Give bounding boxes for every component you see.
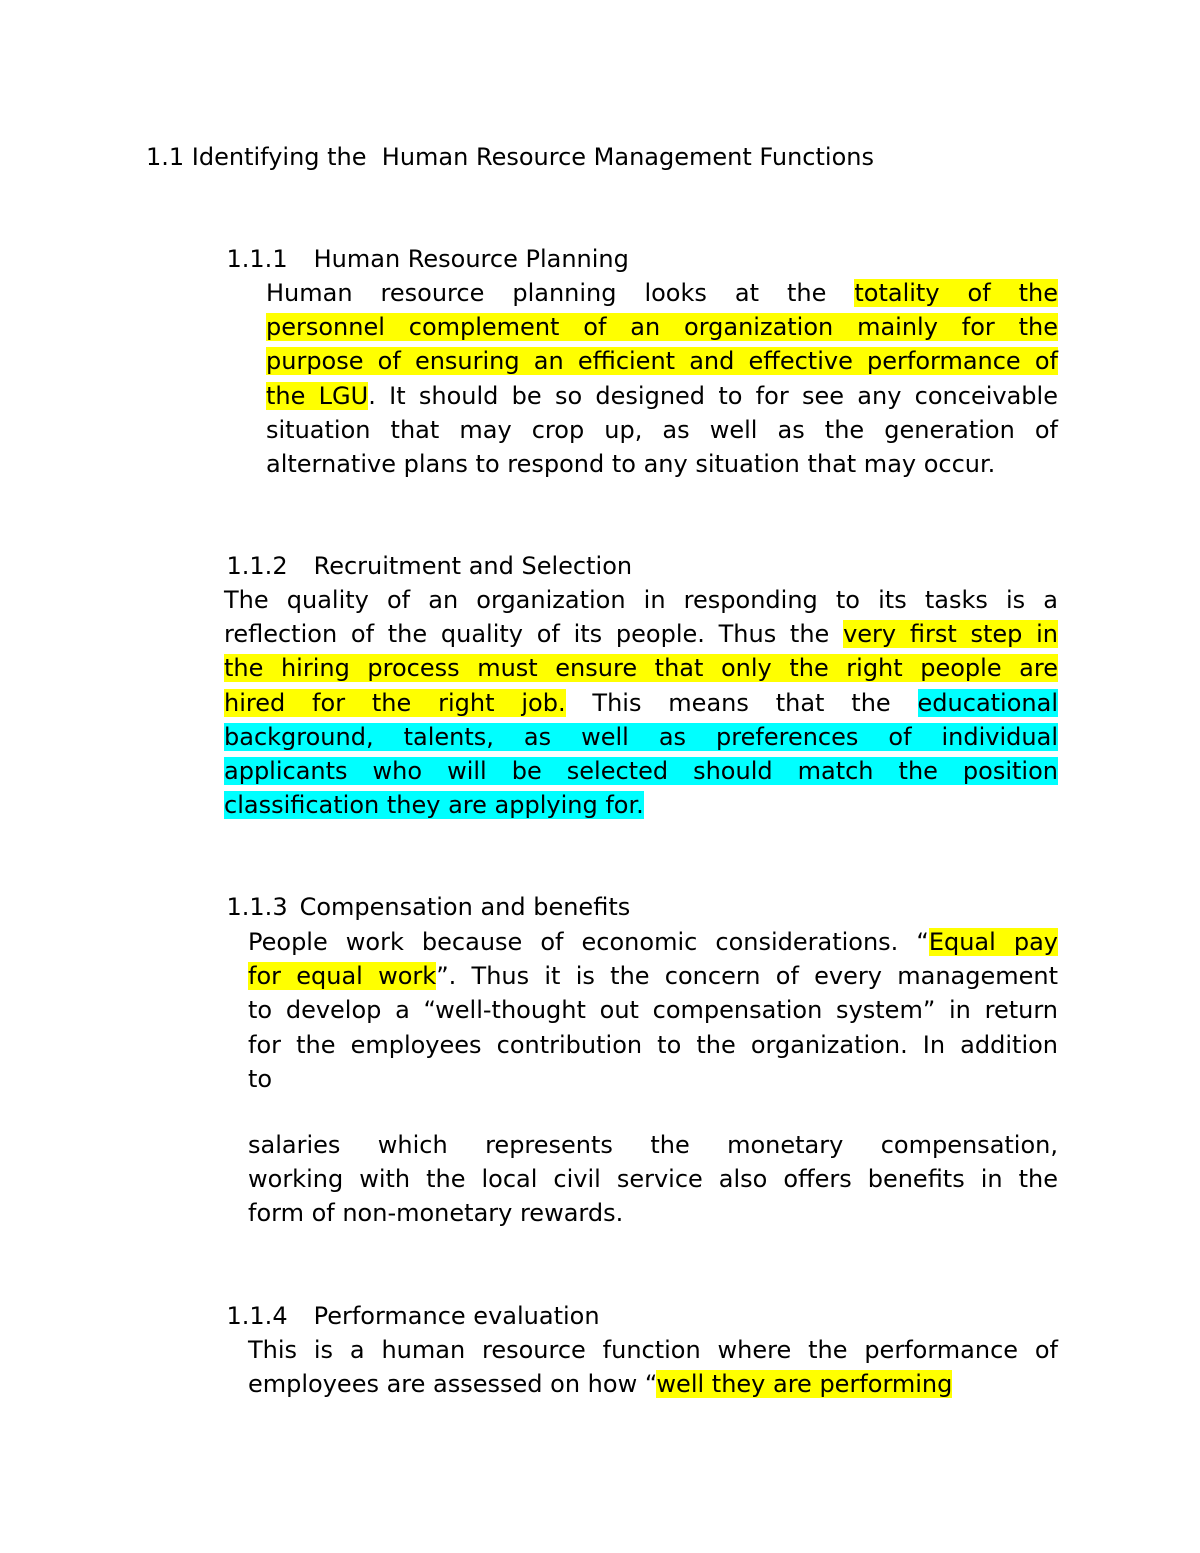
text-line — [224, 583, 1058, 617]
text-run: This is a human resource function where the performance of — [248, 1336, 1058, 1364]
text-line — [248, 1062, 1058, 1096]
highlighted-text: educational — [917, 688, 1058, 717]
paragraph-performance — [248, 1333, 1058, 1401]
text-line — [224, 788, 1058, 822]
text-line — [266, 413, 1058, 447]
section-number: 1.1.4 — [226, 1302, 288, 1330]
text-run: to — [248, 1064, 273, 1093]
text-line — [266, 379, 1058, 413]
paragraph-compensation-continued — [248, 1128, 1058, 1231]
highlighted-text: classification they are applying for. — [224, 791, 644, 820]
text-run: This means that the — [565, 688, 918, 717]
text-run: working with the local civil service also offers benefits in the — [248, 1165, 1058, 1194]
page-title: 1.1 Identifying the Human Resource Management Functions — [146, 143, 874, 171]
highlighted-text: for equal work — [248, 962, 437, 991]
text-run: ”. Thus it is the concern of every management — [436, 962, 1059, 991]
text-line — [224, 651, 1058, 685]
text-run: People work because of economic considerations. “ — [248, 928, 929, 956]
text-line — [266, 310, 1058, 344]
text-line — [224, 754, 1058, 788]
text-line — [266, 276, 1058, 310]
text-run: salaries which represents the monetary compensation, — [248, 1131, 1058, 1159]
highlighted-text: applicants who will be selected should match the position — [224, 756, 1058, 785]
highlighted-text: hired for the right job. — [224, 688, 566, 717]
highlighted-text: totality of the — [854, 279, 1059, 307]
text-line — [248, 1162, 1058, 1196]
text-run: form of non-monetary rewards. — [248, 1199, 624, 1228]
text-run: alternative plans to respond to any situation that may occur. — [266, 449, 996, 478]
text-run: employees are assessed on how “ — [248, 1370, 657, 1399]
highlighted-text: background, talents, as well as preferences of individual — [224, 722, 1058, 751]
text-line — [224, 720, 1058, 754]
paragraph-compensation — [248, 925, 1058, 1096]
text-run: The quality of an organization in responding to its tasks is a — [224, 586, 1058, 614]
section-title: Compensation and benefits — [299, 893, 631, 921]
text-line — [248, 993, 1058, 1027]
text-line — [266, 447, 1058, 481]
text-line — [248, 1196, 1058, 1230]
highlighted-text: personnel complement of an organization mainly for the — [266, 313, 1058, 342]
highlighted-text: the hiring process must ensure that only the right people are — [224, 654, 1058, 683]
text-line — [248, 959, 1058, 993]
text-line — [266, 344, 1058, 378]
text-line — [224, 686, 1058, 720]
text-run: situation that may crop up, as well as the generation of — [266, 415, 1058, 444]
text-line — [224, 617, 1058, 651]
section-number: 1.1.2 — [226, 552, 288, 580]
text-line — [248, 1028, 1058, 1062]
paragraph-recruitment — [224, 583, 1058, 822]
highlighted-text: the LGU — [266, 381, 369, 410]
text-line — [248, 1367, 1058, 1401]
section-number: 1.1.1 — [226, 245, 288, 273]
text-line — [248, 1128, 1058, 1162]
highlighted-text: Equal pay — [928, 928, 1058, 956]
text-run: to develop a “well-thought out compensation system” in return — [248, 996, 1058, 1025]
text-line — [248, 1333, 1058, 1367]
text-run: for the employees contribution to the organization. In addition — [248, 1030, 1058, 1059]
highlighted-text: well they are performing — [656, 1370, 953, 1399]
text-run: . It should be so designed to for see any conceivable — [368, 381, 1058, 410]
highlighted-text: very first step in — [843, 620, 1058, 649]
section-title: Recruitment and Selection — [313, 552, 633, 580]
text-run: Human resource planning looks at the — [266, 279, 855, 307]
paragraph-hr-planning — [266, 276, 1058, 481]
highlighted-text: purpose of ensuring an efficient and effective performance of — [266, 347, 1058, 376]
text-line — [248, 925, 1058, 959]
section-title: Performance evaluation — [313, 1302, 600, 1330]
section-title: Human Resource Planning — [313, 245, 629, 273]
text-run: reflection of the quality of its people. Thus the — [224, 620, 844, 649]
section-number: 1.1.3 — [226, 893, 288, 921]
